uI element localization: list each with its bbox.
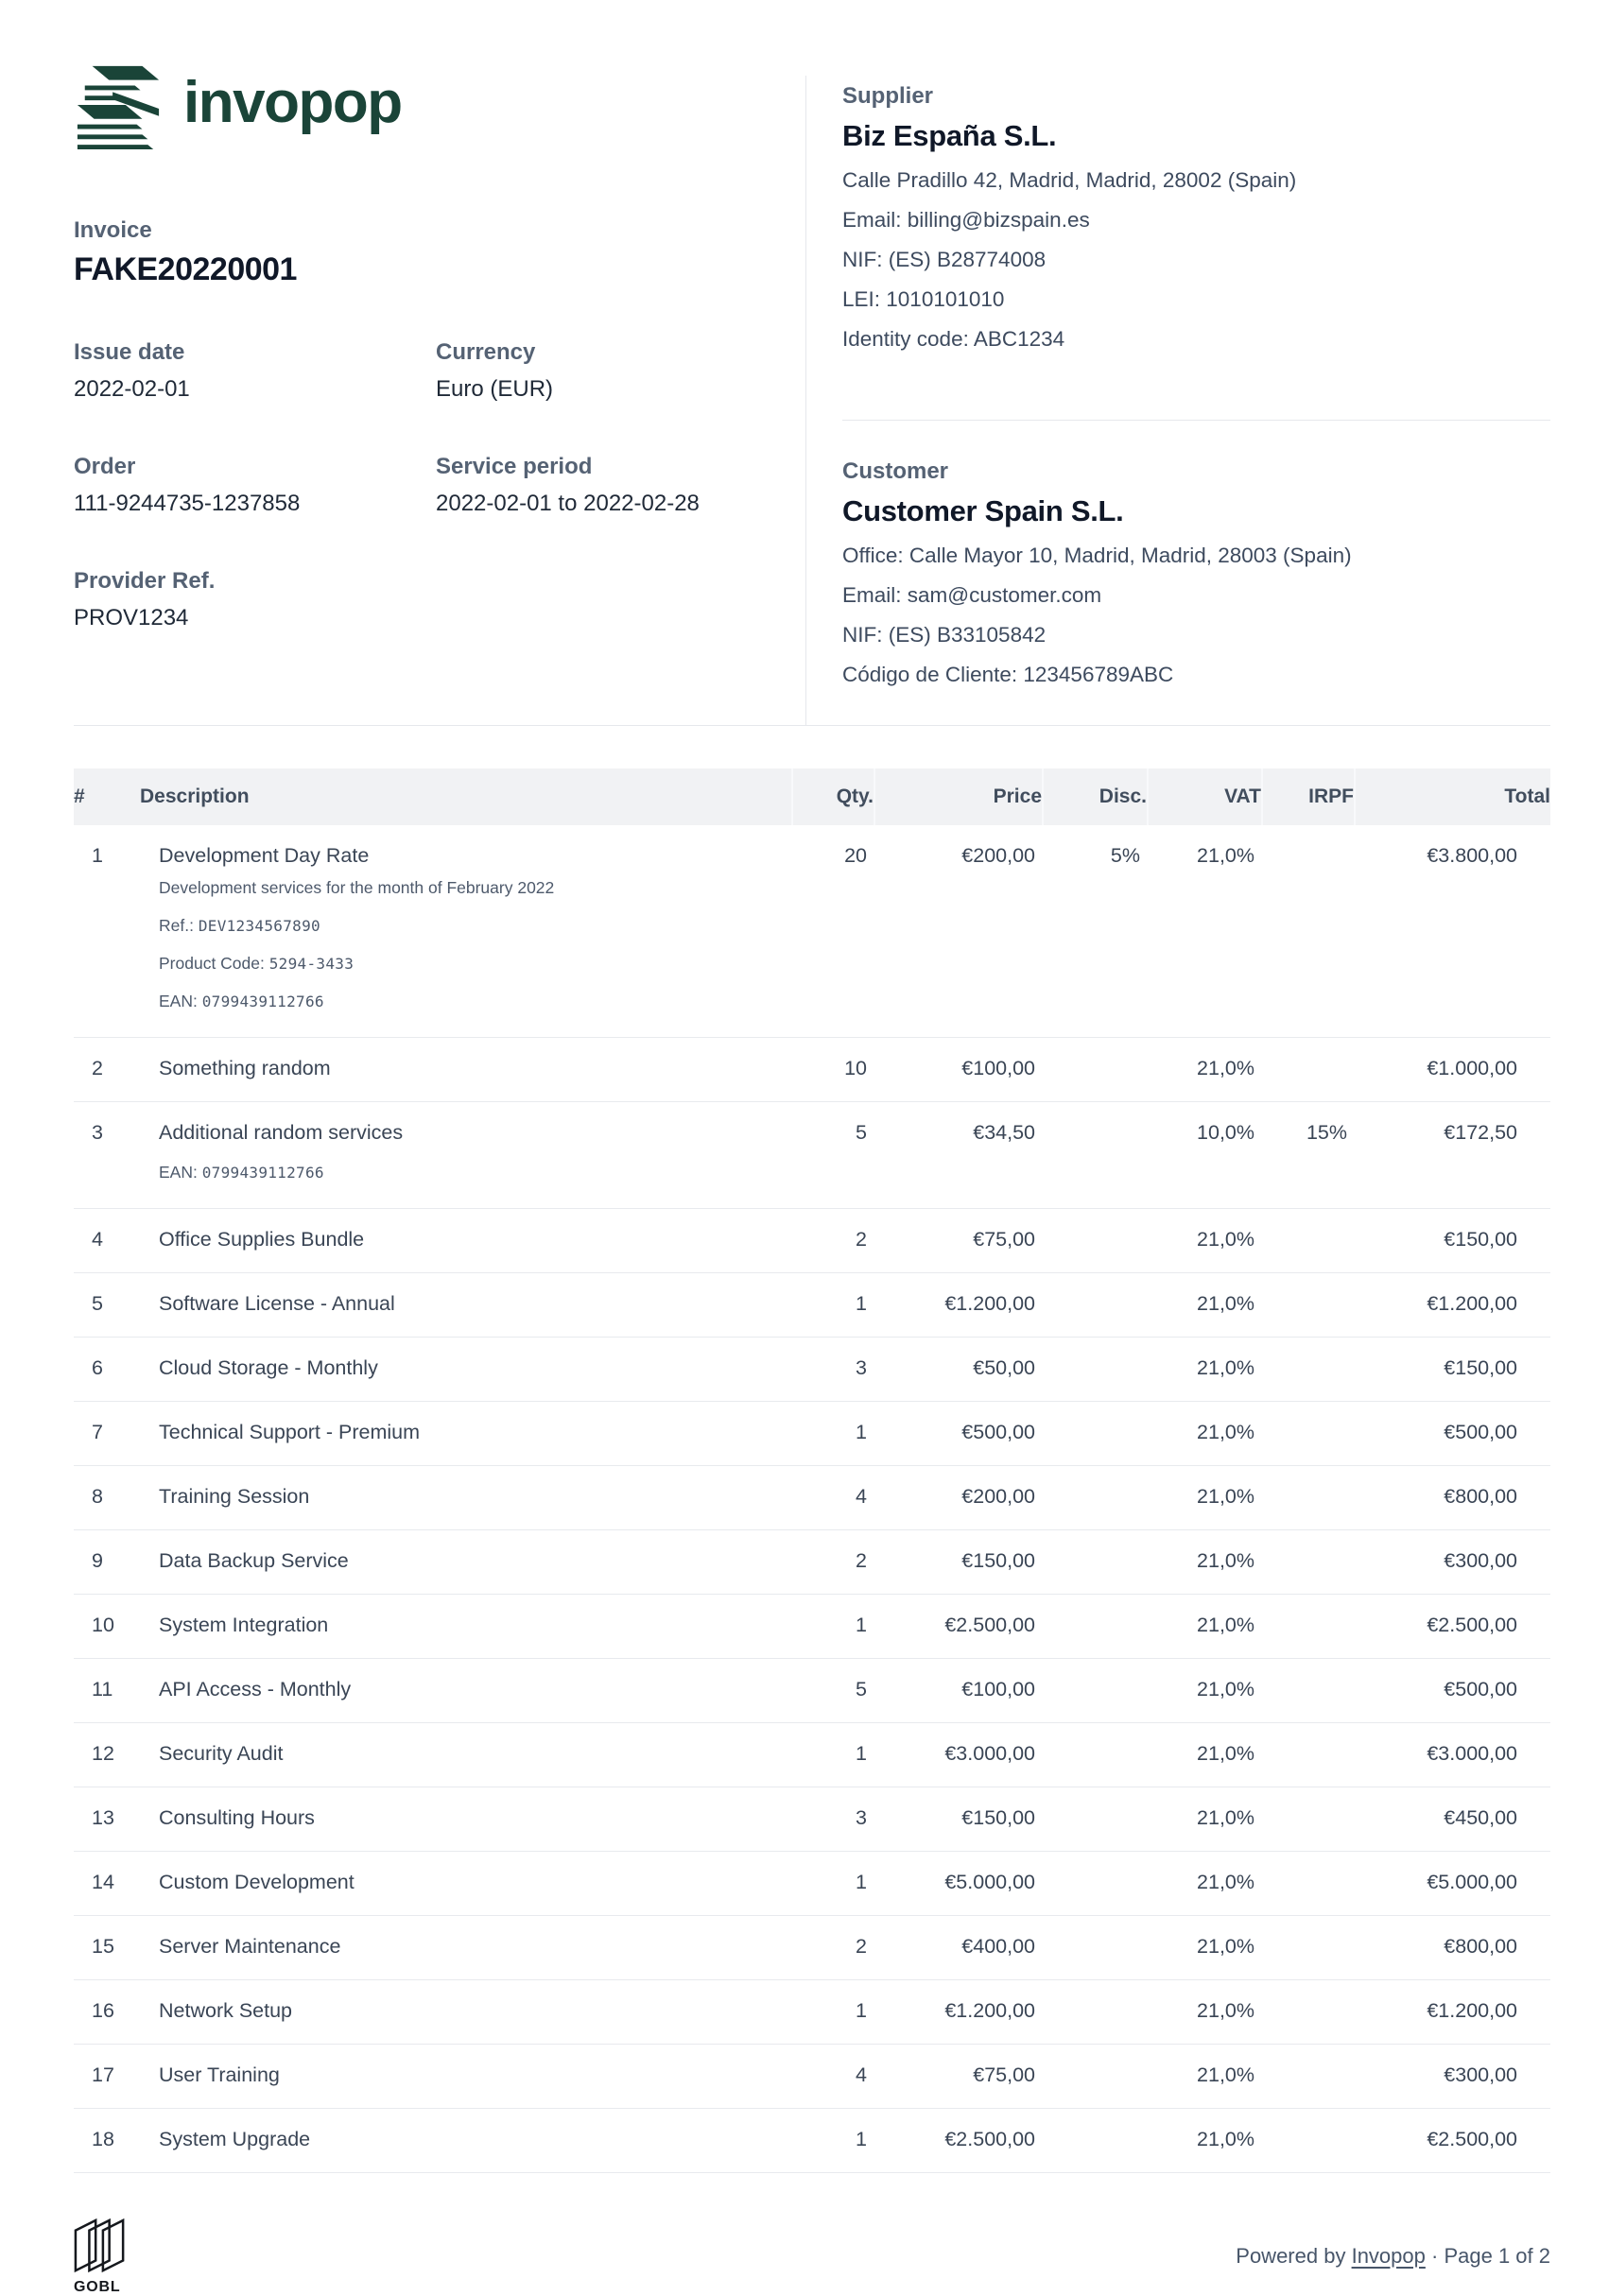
item-price: €75,00 bbox=[874, 1209, 1043, 1273]
item-disc bbox=[1043, 1338, 1148, 1402]
item-qty: 20 bbox=[844, 844, 867, 867]
item-description: System Integration bbox=[159, 1614, 329, 1636]
item-vat: 21,0% bbox=[1197, 844, 1254, 867]
item-meta-line bbox=[159, 992, 791, 1011]
item-irpf bbox=[1262, 1852, 1355, 1916]
supplier-name: Biz España S.L. bbox=[842, 119, 1057, 152]
item-note: Development services for the month of February 2022 bbox=[159, 878, 555, 897]
item-description: Custom Development bbox=[159, 1871, 355, 1893]
item-description-cell bbox=[140, 1980, 792, 2045]
item-irpf bbox=[1262, 1980, 1355, 2045]
item-description-cell bbox=[140, 1338, 792, 1402]
table-row bbox=[74, 1338, 1550, 1402]
invoice-label: Invoice bbox=[74, 217, 152, 243]
item-price: €500,00 bbox=[874, 1402, 1043, 1466]
invoice-fields bbox=[74, 339, 805, 631]
item-price: €2.500,00 bbox=[874, 1595, 1043, 1659]
item-description-cell bbox=[140, 1595, 792, 1659]
item-price: €400,00 bbox=[874, 1916, 1043, 1980]
supplier-label: Supplier bbox=[842, 83, 934, 109]
item-total: €300,00 bbox=[1355, 2045, 1550, 2109]
item-qty: 2 bbox=[792, 1209, 874, 1273]
item-meta-value: DEV1234567890 bbox=[198, 917, 320, 935]
item-description: Server Maintenance bbox=[159, 1935, 341, 1958]
field-service-period bbox=[436, 454, 805, 517]
item-price: €200,00 bbox=[874, 1466, 1043, 1530]
table-row bbox=[74, 1209, 1550, 1273]
field-label: Issue date bbox=[74, 339, 185, 365]
item-total: €800,00 bbox=[1355, 1466, 1550, 1530]
item-total: €150,00 bbox=[1355, 1338, 1550, 1402]
item-description-cell bbox=[140, 1273, 792, 1338]
item-description-cell bbox=[140, 1787, 792, 1852]
supplier-email: Email: billing@bizspain.es bbox=[842, 208, 1090, 232]
item-irpf bbox=[1262, 2109, 1355, 2173]
item-irpf bbox=[1262, 1916, 1355, 1980]
item-disc bbox=[1043, 1916, 1148, 1980]
item-meta-label: EAN: bbox=[159, 1163, 202, 1182]
item-disc bbox=[1043, 1038, 1148, 1102]
gobl-badge bbox=[74, 2217, 127, 2296]
item-irpf bbox=[1262, 1038, 1355, 1102]
item-index: 5 bbox=[74, 1273, 140, 1338]
item-total: €500,00 bbox=[1355, 1402, 1550, 1466]
item-description-cell bbox=[140, 2109, 792, 2173]
item-description-cell bbox=[140, 1402, 792, 1466]
item-total: €500,00 bbox=[1355, 1659, 1550, 1723]
item-description: Data Backup Service bbox=[159, 1549, 349, 1572]
table-row bbox=[74, 825, 1550, 1038]
gobl-label: GOBL bbox=[74, 2279, 121, 2295]
line-items-table bbox=[74, 768, 1550, 2173]
item-total: €450,00 bbox=[1355, 1787, 1550, 1852]
item-index: 8 bbox=[74, 1466, 140, 1530]
item-meta-line bbox=[159, 1163, 791, 1183]
item-total: €1.200,00 bbox=[1355, 1273, 1550, 1338]
item-qty: 3 bbox=[792, 1338, 874, 1402]
item-disc bbox=[1043, 2109, 1148, 2173]
item-price: €1.200,00 bbox=[874, 1273, 1043, 1338]
customer-client-code: Código de Cliente: 123456789ABC bbox=[842, 663, 1174, 686]
customer-address: Office: Calle Mayor 10, Madrid, Madrid, 28003 (Spain) bbox=[842, 544, 1352, 567]
item-total: €2.500,00 bbox=[1355, 1595, 1550, 1659]
item-description: Office Supplies Bundle bbox=[159, 1228, 365, 1251]
item-qty: 4 bbox=[792, 1466, 874, 1530]
item-total: €3.800,00 bbox=[1427, 844, 1517, 867]
item-total: €800,00 bbox=[1355, 1916, 1550, 1980]
item-vat: 21,0% bbox=[1148, 1723, 1262, 1787]
column-header-qty: Qty. bbox=[792, 768, 874, 825]
item-irpf: 15% bbox=[1262, 1102, 1355, 1209]
item-vat: 21,0% bbox=[1148, 1038, 1262, 1102]
item-meta-value: 0799439112766 bbox=[201, 993, 324, 1010]
item-description: Consulting Hours bbox=[159, 1806, 315, 1829]
item-qty: 10 bbox=[792, 1038, 874, 1102]
item-index: 9 bbox=[74, 1530, 140, 1595]
invoice-number: FAKE20220001 bbox=[74, 251, 297, 287]
column-header-description: Description bbox=[140, 768, 792, 825]
item-irpf bbox=[1262, 1595, 1355, 1659]
supplier-section bbox=[842, 76, 1550, 421]
item-vat: 21,0% bbox=[1148, 1659, 1262, 1723]
item-vat: 21,0% bbox=[1148, 1338, 1262, 1402]
item-irpf bbox=[1262, 2045, 1355, 2109]
item-disc bbox=[1043, 1102, 1148, 1209]
item-index: 4 bbox=[74, 1209, 140, 1273]
field-label: Provider Ref. bbox=[74, 568, 216, 594]
column-header-total: Total bbox=[1355, 768, 1550, 825]
invopop-logo-icon bbox=[74, 62, 163, 151]
field-label: Service period bbox=[436, 454, 593, 479]
item-vat: 21,0% bbox=[1148, 1595, 1262, 1659]
field-issue-date bbox=[74, 339, 436, 403]
column-header-price: Price bbox=[874, 768, 1043, 825]
item-description-cell bbox=[140, 1038, 792, 1102]
item-price: €100,00 bbox=[874, 1038, 1043, 1102]
field-value: Euro (EUR) bbox=[436, 376, 554, 402]
invoice-page bbox=[74, 0, 1550, 2296]
item-description-cell bbox=[140, 1102, 792, 1209]
field-value: 2022-02-01 to 2022-02-28 bbox=[436, 491, 700, 516]
item-irpf bbox=[1262, 1209, 1355, 1273]
table-row bbox=[74, 1980, 1550, 2045]
item-total: €2.500,00 bbox=[1355, 2109, 1550, 2173]
supplier-nif: NIF: (ES) B28774008 bbox=[842, 248, 1047, 271]
item-disc bbox=[1043, 1530, 1148, 1595]
item-total: €172,50 bbox=[1355, 1102, 1550, 1209]
item-description-cell bbox=[140, 1723, 792, 1787]
item-total: €1.200,00 bbox=[1355, 1980, 1550, 2045]
item-disc bbox=[1043, 1787, 1148, 1852]
item-meta-label: Product Code: bbox=[159, 954, 269, 973]
item-disc bbox=[1043, 1659, 1148, 1723]
item-price: €75,00 bbox=[874, 2045, 1043, 2109]
item-disc bbox=[1043, 1402, 1148, 1466]
item-index: 2 bbox=[74, 1038, 140, 1102]
item-description-cell bbox=[140, 1659, 792, 1723]
item-index: 11 bbox=[74, 1659, 140, 1723]
item-irpf bbox=[1262, 825, 1355, 1038]
invoice-summary bbox=[74, 0, 805, 725]
table-row bbox=[74, 1102, 1550, 1209]
item-price: €150,00 bbox=[874, 1787, 1043, 1852]
item-disc bbox=[1043, 1595, 1148, 1659]
item-description-cell bbox=[140, 1209, 792, 1273]
item-meta-value: 0799439112766 bbox=[201, 1164, 324, 1182]
item-description-cell bbox=[140, 1530, 792, 1595]
item-irpf bbox=[1262, 1338, 1355, 1402]
field-value: 2022-02-01 bbox=[74, 376, 190, 402]
field-currency bbox=[436, 339, 805, 403]
item-description: Security Audit bbox=[159, 1742, 284, 1765]
table-row bbox=[74, 2045, 1550, 2109]
table-row bbox=[74, 1402, 1550, 1466]
item-irpf bbox=[1262, 1659, 1355, 1723]
invoice-header bbox=[74, 0, 1550, 726]
supplier-details bbox=[842, 161, 1550, 359]
footer-separator: · bbox=[1431, 2244, 1439, 2268]
item-vat: 21,0% bbox=[1148, 1852, 1262, 1916]
item-vat: 21,0% bbox=[1148, 2045, 1262, 2109]
item-qty: 1 bbox=[792, 1402, 874, 1466]
item-qty: 3 bbox=[792, 1787, 874, 1852]
table-row bbox=[74, 1273, 1550, 1338]
field-value: PROV1234 bbox=[74, 605, 189, 630]
customer-details bbox=[842, 536, 1550, 695]
column-header-irpf: IRPF bbox=[1262, 768, 1355, 825]
item-index: 15 bbox=[74, 1916, 140, 1980]
item-price: €1.200,00 bbox=[874, 1980, 1043, 2045]
item-meta-value: 5294-3433 bbox=[268, 955, 355, 973]
item-disc bbox=[1043, 1852, 1148, 1916]
item-qty: 1 bbox=[792, 1723, 874, 1787]
item-vat: 21,0% bbox=[1148, 1787, 1262, 1852]
item-meta-line bbox=[159, 916, 791, 936]
column-header-vat: VAT bbox=[1148, 768, 1262, 825]
item-irpf bbox=[1262, 1787, 1355, 1852]
item-qty: 2 bbox=[792, 1916, 874, 1980]
item-description-cell bbox=[140, 2045, 792, 2109]
item-description: Cloud Storage - Monthly bbox=[159, 1356, 378, 1379]
table-row bbox=[74, 1723, 1550, 1787]
item-vat: 21,0% bbox=[1148, 1466, 1262, 1530]
table-row bbox=[74, 1595, 1550, 1659]
item-irpf bbox=[1262, 1723, 1355, 1787]
item-price: €50,00 bbox=[874, 1338, 1043, 1402]
item-description: Training Session bbox=[159, 1485, 310, 1508]
item-index: 3 bbox=[74, 1102, 140, 1209]
supplier-lei: LEI: 1010101010 bbox=[842, 287, 1005, 311]
item-meta-label: EAN: bbox=[159, 992, 202, 1010]
table-row bbox=[74, 1466, 1550, 1530]
item-vat: 21,0% bbox=[1148, 1273, 1262, 1338]
item-disc bbox=[1043, 1466, 1148, 1530]
field-label: Currency bbox=[436, 339, 536, 365]
field-provider-ref bbox=[74, 568, 436, 631]
item-index: 16 bbox=[74, 1980, 140, 2045]
item-qty: 4 bbox=[792, 2045, 874, 2109]
parties-panel bbox=[805, 76, 1550, 725]
item-index: 12 bbox=[74, 1723, 140, 1787]
table-row bbox=[74, 1916, 1550, 1980]
brand-logo bbox=[74, 62, 805, 151]
gobl-icon bbox=[74, 2217, 127, 2275]
table-row bbox=[74, 1659, 1550, 1723]
page-indicator: Page 1 of 2 bbox=[1444, 2244, 1550, 2268]
item-price: €3.000,00 bbox=[874, 1723, 1043, 1787]
item-qty: 1 bbox=[792, 1273, 874, 1338]
item-price: €200,00 bbox=[961, 844, 1035, 867]
powered-by-prefix: Powered by bbox=[1236, 2244, 1346, 2268]
supplier-address: Calle Pradillo 42, Madrid, Madrid, 28002 (Spain) bbox=[842, 168, 1297, 192]
item-disc bbox=[1043, 1723, 1148, 1787]
item-disc bbox=[1043, 1273, 1148, 1338]
item-total: €150,00 bbox=[1355, 1209, 1550, 1273]
item-qty: 2 bbox=[792, 1530, 874, 1595]
item-price: €150,00 bbox=[874, 1530, 1043, 1595]
item-irpf bbox=[1262, 1530, 1355, 1595]
item-disc bbox=[1043, 2045, 1148, 2109]
item-description: Technical Support - Premium bbox=[159, 1421, 421, 1443]
item-disc bbox=[1043, 1209, 1148, 1273]
item-description-cell bbox=[140, 1852, 792, 1916]
powered-by bbox=[1236, 2244, 1550, 2269]
item-disc: 5% bbox=[1110, 844, 1140, 867]
item-total: €1.000,00 bbox=[1355, 1038, 1550, 1102]
item-index: 14 bbox=[74, 1852, 140, 1916]
table-header-row bbox=[74, 768, 1550, 825]
item-total: €5.000,00 bbox=[1355, 1852, 1550, 1916]
field-label: Order bbox=[74, 454, 136, 479]
item-description: Something random bbox=[159, 1057, 331, 1079]
item-description: System Upgrade bbox=[159, 2128, 311, 2150]
item-vat: 21,0% bbox=[1148, 1980, 1262, 2045]
item-price: €100,00 bbox=[874, 1659, 1043, 1723]
item-description-cell bbox=[140, 1466, 792, 1530]
table-row bbox=[74, 1852, 1550, 1916]
table-row bbox=[74, 1787, 1550, 1852]
item-meta-line bbox=[159, 954, 791, 974]
item-description: Additional random services bbox=[159, 1121, 404, 1144]
item-index: 10 bbox=[74, 1595, 140, 1659]
item-irpf bbox=[1262, 1273, 1355, 1338]
item-qty: 1 bbox=[792, 2109, 874, 2173]
item-qty: 1 bbox=[792, 1980, 874, 2045]
item-irpf bbox=[1262, 1402, 1355, 1466]
invopop-link[interactable]: Invopop bbox=[1351, 2244, 1426, 2268]
invopop-logo-wordmark: invopop bbox=[183, 70, 402, 135]
item-vat: 10,0% bbox=[1148, 1102, 1262, 1209]
item-total: €300,00 bbox=[1355, 1530, 1550, 1595]
item-description: Software License - Annual bbox=[159, 1292, 395, 1315]
item-index: 17 bbox=[74, 2045, 140, 2109]
supplier-identity-code: Identity code: ABC1234 bbox=[842, 327, 1065, 351]
item-irpf bbox=[1262, 1466, 1355, 1530]
column-header-index: # bbox=[74, 768, 140, 825]
item-qty: 5 bbox=[792, 1659, 874, 1723]
item-qty: 5 bbox=[792, 1102, 874, 1209]
customer-email: Email: sam@customer.com bbox=[842, 583, 1102, 607]
item-index: 13 bbox=[74, 1787, 140, 1852]
item-vat: 21,0% bbox=[1148, 1916, 1262, 1980]
field-value: 111-9244735-1237858 bbox=[74, 491, 301, 516]
item-price: €34,50 bbox=[874, 1102, 1043, 1209]
page-footer bbox=[74, 2217, 1550, 2296]
item-disc bbox=[1043, 1980, 1148, 2045]
item-vat: 21,0% bbox=[1148, 1209, 1262, 1273]
table-row bbox=[74, 2109, 1550, 2173]
table-row bbox=[74, 1038, 1550, 1102]
item-price: €5.000,00 bbox=[874, 1852, 1043, 1916]
item-description: Network Setup bbox=[159, 1999, 293, 2022]
item-index: 7 bbox=[74, 1402, 140, 1466]
item-index: 1 bbox=[92, 844, 103, 867]
item-qty: 1 bbox=[792, 1595, 874, 1659]
column-header-disc: Disc. bbox=[1043, 768, 1148, 825]
item-meta-label: Ref.: bbox=[159, 916, 199, 935]
field-order bbox=[74, 454, 436, 517]
customer-section bbox=[842, 421, 1550, 695]
item-description-cell bbox=[140, 1916, 792, 1980]
table-row bbox=[74, 1530, 1550, 1595]
customer-nif: NIF: (ES) B33105842 bbox=[842, 623, 1047, 647]
customer-name: Customer Spain S.L. bbox=[842, 494, 1124, 527]
item-description: Development Day Rate bbox=[159, 844, 370, 867]
item-qty: 1 bbox=[792, 1852, 874, 1916]
item-index: 6 bbox=[74, 1338, 140, 1402]
item-description: API Access - Monthly bbox=[159, 1678, 352, 1700]
item-vat: 21,0% bbox=[1148, 2109, 1262, 2173]
customer-label: Customer bbox=[842, 458, 949, 484]
item-description-cell bbox=[140, 825, 792, 1038]
item-vat: 21,0% bbox=[1148, 1530, 1262, 1595]
item-description: User Training bbox=[159, 2063, 280, 2086]
item-price: €2.500,00 bbox=[874, 2109, 1043, 2173]
item-vat: 21,0% bbox=[1148, 1402, 1262, 1466]
item-total: €3.000,00 bbox=[1355, 1723, 1550, 1787]
item-index: 18 bbox=[74, 2109, 140, 2173]
